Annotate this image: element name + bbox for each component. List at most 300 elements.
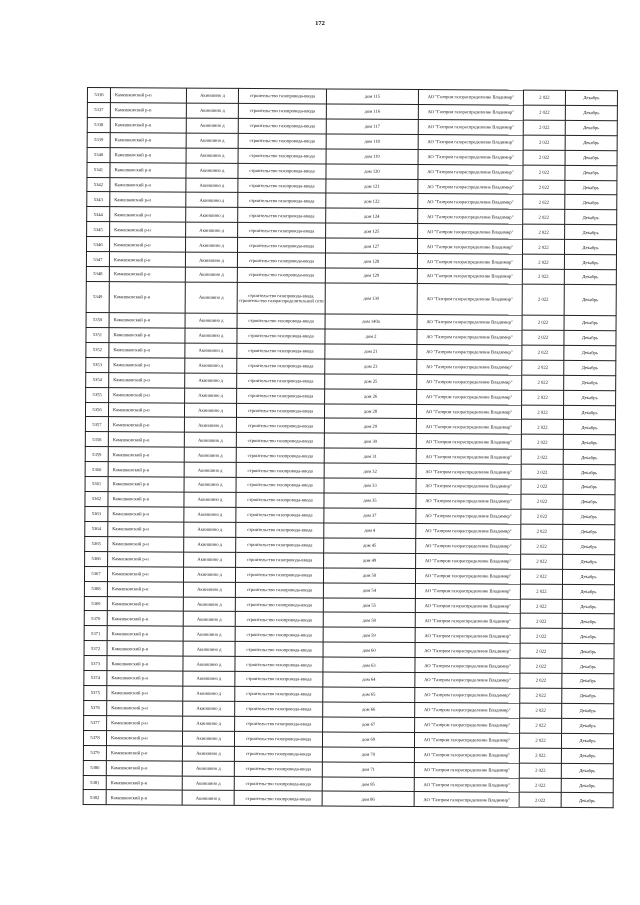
work-type-cell: строительство газопровода-ввода (236, 478, 324, 493)
year-cell: 2 022 (521, 524, 563, 539)
year-cell: 2 022 (522, 315, 564, 330)
month-cell: Декабрь (561, 748, 613, 763)
row-number-cell: 5359 (85, 447, 108, 462)
month-cell: Декабрь (562, 703, 614, 718)
month-cell: Декабрь (565, 195, 617, 210)
work-type-cell: строительство газопровода-ввода (235, 567, 323, 582)
month-cell: Декабрь (564, 315, 616, 330)
locality-cell: Акиншино д (183, 716, 235, 731)
month-cell: Декабрь (565, 180, 617, 195)
district-cell: Камешковский р-н (107, 611, 183, 626)
operator-cell: АО "Газпром газораспределение Владимир" (414, 777, 519, 793)
year-cell: 2 022 (521, 509, 563, 524)
operator-cell: АО "Газпром газораспределение Владимир" (416, 479, 521, 495)
locality-cell: Акиншино д (185, 237, 237, 252)
work-type-cell: строительство газопровода-ввода (236, 522, 324, 537)
work-type-cell: строительство газопровода-ввода (237, 253, 325, 268)
operator-cell: АО "Газпром газораспределение Владимир" (415, 717, 520, 733)
address-cell: дом 33 (324, 478, 416, 493)
row-number-cell: 5377 (84, 715, 107, 730)
work-type-cell: строительство газопровода-ввода (237, 313, 325, 328)
row-number-cell: 5353 (86, 357, 109, 372)
row-number-cell: 5346 (86, 237, 109, 252)
operator-cell: АО "Газпром газораспределение Владимир" (417, 344, 522, 360)
month-cell: Декабрь (564, 330, 616, 345)
operator-cell: АО "Газпром газораспределение Владимир" (418, 224, 523, 240)
operator-cell: АО "Газпром газораспределение Владимир" (415, 688, 520, 704)
district-cell: Камешковский р-н (107, 596, 183, 611)
district-cell: Камешковский р-н (110, 192, 186, 207)
locality-cell: Акиншино д (186, 148, 238, 163)
district-cell: Камешковский р-н (106, 745, 182, 760)
locality-cell: Акиншино д (185, 252, 237, 267)
row-number-cell: 5354 (86, 372, 109, 387)
register-table-body (83, 88, 617, 809)
operator-cell: АО "Газпром газораспределение Владимир" (416, 404, 521, 420)
locality-cell: Акиншино д (183, 567, 235, 582)
district-cell: Камешковский р-н (108, 432, 184, 447)
month-cell: Декабрь (563, 539, 615, 554)
locality-cell: Акиншино д (183, 626, 235, 641)
district-cell: Камешковский р-н (109, 267, 185, 282)
year-cell: 2 022 (523, 90, 565, 105)
locality-cell: Акиншино д (183, 612, 235, 627)
operator-cell: АО "Газпром газораспределение Владимир" (415, 643, 520, 659)
district-cell: Камешковский р-н (108, 522, 184, 537)
year-cell: 2 022 (521, 494, 563, 509)
row-number-cell: 5379 (83, 745, 106, 760)
operator-cell: АО "Газпром газораспределение Владимир" (414, 762, 519, 778)
district-cell: Камешковский р-н (107, 656, 183, 671)
work-type-cell: строительство газопровода-ввода (235, 672, 323, 687)
month-cell: Декабрь (562, 599, 614, 614)
year-cell: 2 022 (522, 330, 564, 345)
locality-cell: Акиншино д (185, 388, 237, 403)
address-cell: дом 69 (322, 732, 414, 747)
month-cell: Декабрь (564, 375, 616, 390)
address-cell: дом 118 (326, 134, 418, 149)
operator-cell: АО "Газпром газораспределение Владимир" (418, 149, 523, 165)
month-cell: Декабрь (565, 210, 617, 225)
month-cell: Декабрь (562, 674, 614, 689)
district-cell: Камешковский р-н (110, 222, 186, 237)
address-cell: дом 116 (326, 104, 418, 119)
row-number-cell: 5373 (84, 656, 107, 671)
year-cell: 2 022 (523, 210, 565, 225)
work-type-cell: строительство газопровода-ввода (237, 388, 325, 403)
operator-cell: АО "Газпром газораспределение Владимир" (416, 523, 521, 539)
address-cell: дом 29 (324, 418, 416, 433)
work-type-cell: строительство газопровода-ввода (235, 642, 323, 657)
row-number-cell: 5372 (84, 641, 107, 656)
operator-cell: АО "Газпром газораспределение Владимир" (417, 315, 522, 331)
district-cell: Камешковский р-н (108, 462, 184, 477)
month-cell: Декабрь (565, 105, 617, 120)
row-number-cell: 5370 (84, 611, 107, 626)
row-number-cell: 5356 (85, 402, 108, 417)
work-type-cell: строительство газопровода-ввода (238, 223, 326, 238)
row-number-cell: 5344 (87, 207, 110, 222)
address-cell: дом 54 (323, 583, 415, 598)
year-cell: 2 022 (521, 479, 563, 494)
month-cell: Декабрь (564, 240, 616, 255)
year-cell: 2 022 (520, 658, 562, 673)
month-cell: Декабрь (562, 569, 614, 584)
month-cell: Декабрь (563, 435, 615, 450)
row-number-cell: 5375 (84, 686, 107, 701)
district-cell: Камешковский р-н (107, 641, 183, 656)
work-type-cell: строительство газопровода-ввода (234, 746, 322, 761)
address-cell: дом 120 (326, 164, 418, 179)
address-cell: дом 124 (326, 208, 418, 223)
district-cell: Камешковский р-н (107, 626, 183, 641)
work-type-cell: строительство газопровода-ввода (236, 418, 324, 433)
row-number-cell: 5362 (85, 492, 108, 507)
address-cell: дом 119 (326, 149, 418, 164)
page-number: 172 (315, 20, 325, 27)
row-number-cell: 5382 (83, 790, 106, 805)
row-number-cell: 5361 (85, 477, 108, 492)
row-number-cell: 5378 (83, 730, 106, 745)
address-cell: дом 60 (323, 642, 415, 657)
year-cell: 2 022 (519, 763, 561, 778)
address-cell: дом 121 (326, 178, 418, 193)
row-number-cell: 5337 (87, 102, 110, 117)
month-cell: Декабрь (563, 554, 615, 569)
locality-cell: Акиншино д (182, 776, 234, 791)
locality-cell: Акиншино д (185, 358, 237, 373)
district-cell: Камешковский р-н (107, 716, 183, 731)
year-cell: 2 022 (520, 643, 562, 658)
row-number-cell: 5363 (85, 506, 108, 521)
address-cell: дом 140а (325, 314, 417, 329)
work-type-cell: строительство газопровода-ввода (238, 163, 326, 178)
row-number-cell: 5365 (85, 536, 108, 551)
year-cell: 2 022 (520, 688, 562, 703)
operator-cell: АО "Газпром газораспределение Владимир" (415, 598, 520, 614)
operator-cell: АО "Газпром газораспределение Владимир" (415, 628, 520, 644)
month-cell: Декабрь (565, 150, 617, 165)
month-cell: Декабрь (561, 733, 613, 748)
work-type-cell: строительство газопровода-ввода (237, 358, 325, 373)
operator-cell: АО "Газпром газораспределение Владимир" (416, 508, 521, 524)
row-number-cell: 5349 (86, 281, 109, 312)
address-cell: дом 21 (325, 344, 417, 359)
work-type-cell: строительство газопровода-ввода (236, 463, 324, 478)
row-number-cell: 5338 (87, 117, 110, 132)
address-cell: дом 63 (323, 657, 415, 672)
district-cell: Камешковский р-н (108, 417, 184, 432)
operator-cell: АО "Газпром газораспределение Владимир" (417, 284, 522, 316)
locality-cell: Акиншино д (186, 207, 238, 222)
district-cell: Камешковский р-н (110, 117, 186, 132)
operator-cell: АО "Газпром газораспределение Владимир" (416, 553, 521, 569)
address-cell: дом 70 (322, 747, 414, 762)
operator-cell: АО "Газпром газораспределение Владимир" (418, 119, 523, 135)
district-cell: Камешковский р-н (110, 103, 186, 118)
row-number-cell: 5381 (83, 775, 106, 790)
row-number-cell: 5348 (86, 267, 109, 282)
address-cell: дом 35 (324, 493, 416, 508)
district-cell: Камешковский р-н (108, 492, 184, 507)
address-cell: дом 23 (325, 359, 417, 374)
month-cell: Декабрь (562, 659, 614, 674)
year-cell: 2 022 (523, 105, 565, 120)
address-cell: дом 71 (322, 762, 414, 777)
year-cell: 2 022 (523, 120, 565, 135)
locality-cell: Акиншино д (185, 328, 237, 343)
year-cell: 2 022 (520, 703, 562, 718)
district-cell: Камешковский р-н (110, 88, 186, 103)
locality-cell: Акиншино д (186, 103, 238, 118)
work-type-cell: строительство газопровода-ввода (236, 492, 324, 507)
row-number-cell: 5351 (86, 327, 109, 342)
row-number-cell: 5336 (87, 88, 110, 103)
row-number-cell: 5358 (85, 432, 108, 447)
work-type-cell: строительство газопровода-ввода (236, 433, 324, 448)
operator-cell: АО "Газпром газораспределение Владимир" (415, 702, 520, 718)
row-number-cell: 5364 (85, 521, 108, 536)
operator-cell: АО "Газпром газораспределение Владимир" (417, 359, 522, 375)
district-cell: Камешковский р-н (107, 671, 183, 686)
month-cell: Декабрь (565, 90, 617, 105)
locality-cell: Акиншино д (184, 418, 236, 433)
address-cell: дом 86 (322, 791, 414, 806)
year-cell: 2 022 (522, 254, 564, 269)
district-cell: Камешковский р-н (110, 147, 186, 162)
district-cell: Камешковский р-н (108, 477, 184, 492)
operator-cell: АО "Газпром газораспределение Владимир" (417, 389, 522, 405)
register-table (83, 87, 618, 809)
year-cell: 2 022 (523, 224, 565, 239)
operator-cell: АО "Газпром газораспределение Владимир" (416, 449, 521, 465)
month-cell: Декабрь (565, 135, 617, 150)
operator-cell: АО "Газпром газораспределение Владимир" (415, 673, 520, 689)
work-type-cell: строительство газопровода-ввода (238, 88, 326, 103)
work-type-cell: строительство газопровода-ввода (237, 328, 325, 343)
year-cell: 2 022 (523, 135, 565, 150)
district-cell: Камешковский р-н (106, 760, 182, 775)
address-cell: дом 4 (324, 523, 416, 538)
month-cell: Декабрь (565, 225, 617, 240)
year-cell: 2 022 (521, 539, 563, 554)
operator-cell: АО "Газпром газораспределение Владимир" (416, 434, 521, 450)
operator-cell: АО "Газпром газораспределение Владимир" (417, 374, 522, 390)
row-number-cell: 5345 (87, 222, 110, 237)
row-number-cell: 5368 (84, 581, 107, 596)
year-cell: 2 022 (521, 405, 563, 420)
month-cell: Декабрь (563, 509, 615, 524)
work-type-cell: строительство газопровода-ввода (238, 118, 326, 133)
row-number-cell: 5343 (87, 192, 110, 207)
work-type-cell: строительство газопровода-ввода (235, 582, 323, 597)
locality-cell: Акиншино д (185, 343, 237, 358)
operator-cell: АО "Газпром газораспределение Владимир" (414, 792, 519, 808)
district-cell: Камешковский р-н (108, 551, 184, 566)
table-row (83, 790, 613, 808)
work-type-cell: строительство газопровода-ввода (236, 403, 324, 418)
row-number-cell: 5339 (87, 132, 110, 147)
year-cell: 2 022 (523, 180, 565, 195)
year-cell: 2 022 (522, 345, 564, 360)
month-cell: Декабрь (563, 524, 615, 539)
month-cell: Декабрь (561, 793, 613, 808)
month-cell: Декабрь (563, 465, 615, 480)
month-cell: Декабрь (564, 269, 616, 284)
row-number-cell: 5374 (84, 671, 107, 686)
operator-cell: АО "Газпром газораспределение Владимир" (417, 254, 522, 270)
row-number-cell: 5380 (83, 760, 106, 775)
locality-cell: Акиншино д (185, 373, 237, 388)
work-type-cell: строительство газопровода-ввода (238, 178, 326, 193)
district-cell: Камешковский р-н (108, 507, 184, 522)
address-cell: дом 58 (323, 612, 415, 627)
address-cell: дом 128 (325, 253, 417, 268)
locality-cell: Акиншино д (186, 88, 238, 103)
locality-cell: Акиншино д (186, 193, 238, 208)
month-cell: Декабрь (565, 120, 617, 135)
month-cell: Декабрь (562, 644, 614, 659)
operator-cell: АО "Газпром газораспределение Владимир" (418, 90, 523, 106)
work-type-cell: строительство газопровода-ввода (236, 448, 324, 463)
district-cell: Камешковский р-н (109, 387, 185, 402)
address-cell: дом 25 (325, 374, 417, 389)
district-cell: Камешковский р-н (109, 372, 185, 387)
year-cell: 2 022 (522, 390, 564, 405)
district-cell: Камешковский р-н (108, 402, 184, 417)
month-cell: Декабрь (564, 345, 616, 360)
operator-cell: АО "Газпром газораспределение Владимир" (418, 179, 523, 195)
month-cell: Декабрь (561, 778, 613, 793)
operator-cell: АО "Газпром газораспределение Владимир" (418, 134, 523, 150)
district-cell: Камешковский р-н (106, 775, 182, 790)
address-cell: дом 115 (326, 89, 418, 104)
district-cell: Камешковский р-н (109, 328, 185, 343)
locality-cell: Акиншино д (184, 462, 236, 477)
address-cell: дом 117 (326, 119, 418, 134)
district-cell: Камешковский р-н (109, 313, 185, 328)
locality-cell: Акиншино д (184, 447, 236, 462)
address-cell: дом 130 (325, 283, 417, 315)
year-cell: 2 022 (519, 733, 561, 748)
work-type-cell: строительство газопровода-ввода (238, 193, 326, 208)
district-cell: Камешковский р-н (110, 162, 186, 177)
operator-cell: АО "Газпром газораспределение Владимир" (415, 583, 520, 599)
operator-cell: АО "Газпром газораспределение Владимир" (418, 194, 523, 210)
year-cell: 2 022 (520, 629, 562, 644)
work-type-cell: строительство газопровода-ввода (238, 103, 326, 118)
year-cell: 2 022 (520, 673, 562, 688)
locality-cell: Акиншино д (186, 178, 238, 193)
address-cell: дом 125 (326, 223, 418, 238)
year-cell: 2 022 (520, 614, 562, 629)
row-number-cell: 5355 (86, 387, 109, 402)
year-cell: 2 022 (522, 360, 564, 375)
operator-cell: АО "Газпром газораспределение Владимир" (417, 269, 522, 285)
locality-cell: Акиншино д (185, 313, 237, 328)
work-type-cell: строительство газопровода-ввода (237, 373, 325, 388)
row-number-cell: 5360 (85, 462, 108, 477)
district-cell: Камешковский р-н (108, 447, 184, 462)
operator-cell: АО "Газпром газораспределение Владимир" (418, 104, 523, 120)
address-cell: дом 65 (323, 687, 415, 702)
year-cell: 2 022 (520, 584, 562, 599)
operator-cell: АО "Газпром газораспределение Владимир" (416, 419, 521, 435)
locality-cell: Акиншино д (182, 791, 234, 806)
locality-cell: Акиншино д (183, 597, 235, 612)
address-cell: дом 129 (325, 268, 417, 283)
locality-cell: Акиншино д (183, 686, 235, 701)
locality-cell: Акиншино д (186, 118, 238, 133)
month-cell: Декабрь (562, 688, 614, 703)
locality-cell: Акиншино д (186, 222, 238, 237)
district-cell: Камешковский р-н (107, 566, 183, 581)
district-cell: Камешковский р-н (108, 536, 184, 551)
address-cell: дом 49 (324, 553, 416, 568)
work-type-cell: строительство газопровода-ввода (235, 612, 323, 627)
district-cell: Камешковский р-н (106, 730, 182, 745)
operator-cell: АО "Газпром газораспределение Владимир" (417, 329, 522, 345)
work-type-cell: строительство газопровода-ввода (234, 776, 322, 791)
work-type-cell: строительство газопровода-ввода, строительство газораспределительной сети (237, 282, 325, 314)
year-cell: 2 022 (522, 284, 564, 315)
year-cell: 2 022 (521, 420, 563, 435)
address-cell: дом 67 (323, 717, 415, 732)
district-cell: Камешковский р-н (110, 132, 186, 147)
row-number-cell: 5366 (85, 551, 108, 566)
operator-cell: АО "Газпром газораспределение Владимир" (418, 209, 523, 225)
operator-cell: АО "Газпром газораспределение Владимир" (414, 732, 519, 748)
row-number-cell: 5341 (87, 162, 110, 177)
year-cell: 2 022 (523, 165, 565, 180)
month-cell: Декабрь (562, 614, 614, 629)
month-cell: Декабрь (564, 284, 616, 315)
locality-cell: Акиншино д (183, 671, 235, 686)
locality-cell: Акиншино д (184, 432, 236, 447)
district-cell: Камешковский р-н (110, 207, 186, 222)
work-type-cell: строительство газопровода-ввода (235, 716, 323, 731)
year-cell: 2 022 (523, 150, 565, 165)
locality-cell: Акиншино д (184, 492, 236, 507)
row-number-cell: 5369 (84, 596, 107, 611)
operator-cell: АО "Газпром газораспределение Владимир" (415, 658, 520, 674)
work-type-cell: строительство газопровода-ввода (235, 686, 323, 701)
district-cell: Камешковский р-н (109, 282, 185, 313)
operator-cell: АО "Газпром газораспределение Владимир" (416, 538, 521, 554)
address-cell: дом 55 (323, 597, 415, 612)
locality-cell: Акиншино д (182, 746, 234, 761)
month-cell: Декабрь (564, 390, 616, 405)
work-type-cell: строительство газопровода-ввода (235, 627, 323, 642)
work-type-cell: строительство газопровода-ввода (235, 657, 323, 672)
work-type-cell: строительство газопровода-ввода (235, 597, 323, 612)
address-cell: дом 64 (323, 672, 415, 687)
month-cell: Декабрь (563, 420, 615, 435)
year-cell: 2 022 (522, 239, 564, 254)
work-type-cell: строительство газопровода-ввода (236, 537, 324, 552)
work-type-cell: строительство газопровода-ввода (234, 731, 322, 746)
year-cell: 2 022 (521, 435, 563, 450)
address-cell: дом 30 (324, 433, 416, 448)
month-cell: Декабрь (563, 480, 615, 495)
work-type-cell: строительство газопровода-ввода (237, 343, 325, 358)
district-cell: Камешковский р-н (109, 252, 185, 267)
address-cell: дом 2 (325, 329, 417, 344)
year-cell: 2 022 (521, 464, 563, 479)
address-cell: дом 66 (323, 702, 415, 717)
locality-cell: Акиншино д (186, 133, 238, 148)
locality-cell: Акиншино д (182, 731, 234, 746)
